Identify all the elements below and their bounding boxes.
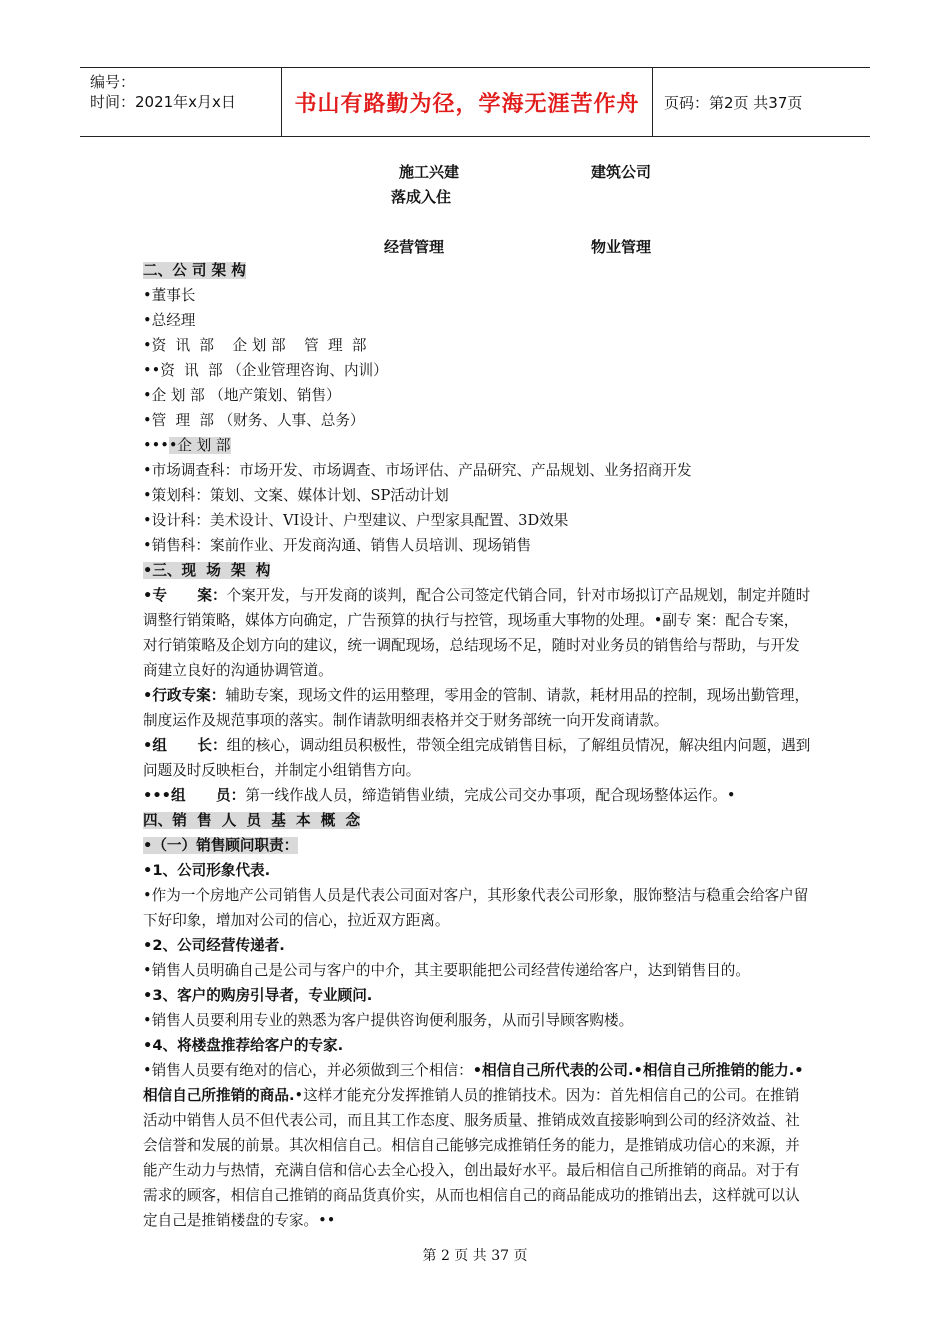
list-item: [143, 433, 811, 458]
section-title-site-structure: •三、现 场 架 构: [143, 562, 271, 579]
page-code: 页码：第2页 共37页: [664, 93, 803, 112]
role-description: 个案开发，与开发商的谈判，配合公司签定代销合同，针对市场拟订产品规划，制定并随时调整行销策略，媒体方向确定，广告预算的执行与控管，现场重大事物的处理。•副专 案：配合专案，对行销策略及企划方向的建议，统一调配现场，总结现场不足，随时对业务员的销售给与帮助，与开发商建立良好的沟通协调管道。: [143, 587, 811, 679]
list-item: •资 讯 部 企 划 部 管 理 部: [143, 337, 367, 354]
number-label: 编号：: [90, 73, 136, 91]
duty-text-part: •销售人员要有绝对的信心，并必须做到三个相信：: [143, 1062, 473, 1079]
org-node-building-company: 建筑公司: [591, 163, 652, 181]
role-description: 辅助专案，现场文件的运用整理，零用金的管制、请款，耗材用品的控制，现场出勤管理，制度运作及规范事项的落实。制作请款明细表格并交于财务部统一向开发商请款。: [143, 687, 810, 729]
list-item: •销售科：案前作业、开发商沟通、销售人员培训、现场销售: [143, 537, 532, 554]
paragraph: [143, 783, 811, 808]
duty-heading: •4、将楼盘推荐给客户的专家.: [143, 1037, 344, 1054]
section-title-sales-concepts: 四、销 售 人 员 基 本 概 念: [143, 812, 361, 829]
paragraph: [143, 583, 811, 683]
list-item: •董事长: [143, 287, 196, 304]
paragraph: [143, 733, 811, 783]
org-node-property-management: 物业管理: [591, 238, 652, 256]
time-label: 时间：2021年x月x日: [90, 93, 236, 111]
bullet-prefix: •••: [143, 437, 169, 454]
section-title-company-structure: 二、公 司 架 构: [143, 262, 246, 279]
duty-text-emphasis: •相信自己所代表的公司.•相信自己所推销的能力.•相信自己所推销的商品.: [143, 1062, 804, 1104]
list-item: •企 划 部 （地产策划、销售）: [143, 387, 341, 404]
list-item: ••资 讯 部 （企业管理咨询、内训）: [143, 362, 388, 379]
duty-text: •销售人员要利用专业的熟悉为客户提供咨询便利服务，从而引导顾客购楼。: [143, 1012, 634, 1029]
list-item: •总经理: [143, 312, 196, 329]
list-item: •策划科：策划、文案、媒体计划、SP活动计划: [143, 487, 449, 504]
duty-text: •销售人员明确自己是公司与客户的中介，其主要职能把公司经营传递给客户，达到销售目的。: [143, 962, 750, 979]
document-body: [143, 258, 811, 1233]
role-label: •专 案：: [143, 587, 227, 604]
planning-dept-heading: •企 划 部: [168, 437, 231, 454]
list-item: •设计科：美术设计、VI设计、户型建议、户型家具配置、3D效果: [143, 512, 569, 529]
list-item: •市场调查科：市场开发、市场调查、市场评估、产品研究、产品规划、业务招商开发: [143, 462, 692, 479]
role-label: •行政专案：: [143, 687, 226, 704]
duty-heading: •1、公司形象代表.: [143, 862, 271, 879]
page-footer: 第 2 页 共 37 页: [422, 1248, 528, 1264]
paragraph: [143, 683, 811, 733]
header-info-cell: [80, 68, 282, 136]
org-node-occupancy: 落成入住: [391, 188, 452, 206]
duty-text: •作为一个房地产公司销售人员是代表公司面对客户，其形象代表公司形象，服饰整洁与稳重会给客户留下好印象，增加对公司的信心，拉近双方距离。: [143, 887, 809, 929]
page-header: [80, 67, 870, 137]
duty-text: [143, 1058, 811, 1233]
role-label: •••组 员：: [143, 787, 246, 804]
subsection-title-duties: •（一）销售顾问职责：: [143, 837, 299, 854]
role-description: 组的核心，调动组员积极性，带领全组完成销售目标，了解组员情况，解决组内问题，遇到问题及时反映柜台，并制定小组销售方向。: [143, 737, 811, 779]
motto: 书山有路勤为径，学海无涯苦作舟: [282, 68, 653, 136]
role-label: •组 长：: [143, 737, 227, 754]
list-item: •管 理 部 （财务、人事、总务）: [143, 412, 365, 429]
org-node-operations: 经营管理: [384, 238, 445, 256]
duty-heading: •3、客户的购房引导者，专业顾问.: [143, 987, 373, 1004]
role-description: 第一线作战人员，缔造销售业绩，完成公司交办事项，配合现场整体运作。•: [245, 787, 736, 804]
duty-heading: •2、公司经营传递者.: [143, 937, 285, 954]
duty-text-part: •这样才能充分发挥推销人员的推销技术。因为：首先相信自己的公司。在推销活动中销售人员不但代表公司，而且其工作态度、服务质量、推销成效直接影响到公司的经济效益、社会信誉和发展的前景。其次相信自己。相信自己能够完成推销任务的能力，是推销成功信心的来源，并能产生动力与热情，充满自信和信心去全心投入，创出最好水平。最后相信自己所推销的商品。对于有需求的顾客，相信自己推销的商品货真价实，从而也相信自己的商品能成功的推销出去，这样就可以认定自己是推销楼盘的专家。••: [143, 1087, 800, 1229]
org-node-construction: 施工兴建: [399, 163, 460, 181]
